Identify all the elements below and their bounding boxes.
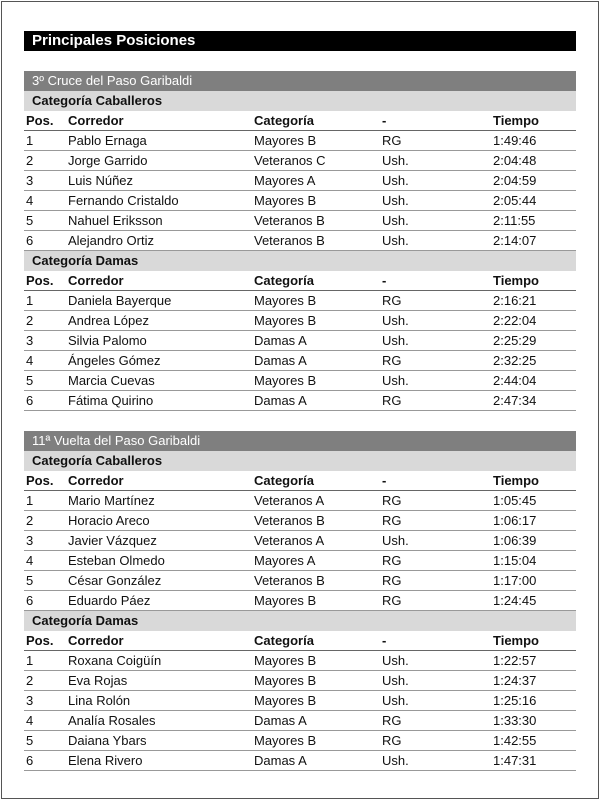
table-row [24,731,576,751]
cell-runner: Ángeles Gómez [68,353,161,368]
cell-time: 1:42:55 [493,733,537,748]
cell-time: 1:33:30 [493,713,537,728]
cell-category: Veteranos A [254,493,325,508]
col-pos-header: Pos. [26,473,54,488]
cell-category: Veteranos B [254,513,325,528]
cell-club: RG [382,133,402,148]
cell-runner: Roxana Coigüín [68,653,162,668]
cell-club: RG [382,353,402,368]
cell-runner: Marcia Cuevas [68,373,155,388]
cell-time: 2:25:29 [493,333,537,348]
cell-club: Ush. [382,753,409,768]
cell-pos: 4 [26,553,34,568]
col-club-header: - [382,273,387,288]
col-runner-header: Corredor [68,273,124,288]
table-header [24,471,576,491]
table-row [24,331,576,351]
col-category-header: Categoría [254,113,314,128]
col-category-header: Categoría [254,273,314,288]
cell-runner: Javier Vázquez [68,533,157,548]
cell-category: Veteranos B [254,573,325,588]
table-row [24,711,576,731]
cell-pos: 3 [26,333,34,348]
cell-runner: Daniela Bayerque [68,293,172,308]
table-row [24,211,576,231]
table-row [24,691,576,711]
cell-runner: Alejandro Ortiz [68,233,154,248]
cell-category: Veteranos A [254,533,325,548]
table-row [24,671,576,691]
category-title: Categoría Damas [24,251,576,271]
cell-club: Ush. [382,333,409,348]
cell-club: RG [382,733,402,748]
cell-runner: Luis Núñez [68,173,134,188]
cell-time: 1:49:46 [493,133,537,148]
table-row [24,131,576,151]
cell-category: Mayores A [254,553,316,568]
cell-category: Mayores B [254,673,317,688]
col-club-header: - [382,473,387,488]
cell-pos: 6 [26,233,34,248]
cell-club: RG [382,393,402,408]
cell-time: 2:04:59 [493,173,537,188]
cell-category: Mayores B [254,593,317,608]
cell-category: Mayores B [254,293,317,308]
cell-time: 1:15:04 [493,553,537,568]
table-row [24,651,576,671]
cell-runner: César González [68,573,162,588]
cell-runner: Elena Rivero [68,753,143,768]
cell-time: 1:06:39 [493,533,537,548]
cell-club: RG [382,553,402,568]
cell-time: 2:47:34 [493,393,537,408]
cell-time: 1:22:57 [493,653,537,668]
cell-pos: 4 [26,353,34,368]
cell-time: 1:05:45 [493,493,537,508]
cell-club: Ush. [382,233,409,248]
cell-club: RG [382,593,402,608]
cell-pos: 5 [26,733,34,748]
col-runner-header: Corredor [68,113,124,128]
cell-pos: 3 [26,693,34,708]
cell-time: 2:14:07 [493,233,537,248]
col-time-header: Tiempo [493,473,539,488]
table-row [24,551,576,571]
cell-pos: 6 [26,393,34,408]
cell-runner: Analía Rosales [68,713,156,728]
category-title: Categoría Caballeros [24,91,576,111]
table-row [24,231,576,251]
table-row [24,291,576,311]
cell-runner: Nahuel Eriksson [68,213,163,228]
cell-category: Mayores B [254,733,317,748]
cell-runner: Mario Martínez [68,493,155,508]
table-row [24,511,576,531]
category-title: Categoría Caballeros [24,451,576,471]
table-row [24,171,576,191]
cell-time: 1:24:37 [493,673,537,688]
cell-pos: 4 [26,193,34,208]
event-section [24,431,576,771]
col-pos-header: Pos. [26,633,54,648]
cell-pos: 1 [26,293,34,308]
cell-pos: 4 [26,713,34,728]
cell-category: Damas A [254,713,307,728]
cell-pos: 1 [26,493,34,508]
cell-category: Damas A [254,393,307,408]
cell-runner: Esteban Olmedo [68,553,165,568]
col-time-header: Tiempo [493,633,539,648]
cell-category: Damas A [254,353,307,368]
cell-pos: 6 [26,593,34,608]
cell-club: Ush. [382,653,409,668]
table-row [24,751,576,771]
col-pos-header: Pos. [26,273,54,288]
event-title: 11ª Vuelta del Paso Garibaldi [24,431,576,451]
cell-club: RG [382,713,402,728]
cell-category: Veteranos B [254,213,325,228]
cell-time: 2:11:55 [493,213,536,228]
col-runner-header: Corredor [68,633,124,648]
col-runner-header: Corredor [68,473,124,488]
cell-club: Ush. [382,693,409,708]
col-category-header: Categoría [254,633,314,648]
cell-pos: 1 [26,133,34,148]
cell-time: 2:05:44 [493,193,537,208]
cell-club: Ush. [382,173,409,188]
cell-pos: 2 [26,153,34,168]
cell-club: Ush. [382,533,409,548]
cell-pos: 3 [26,533,34,548]
col-club-header: - [382,633,387,648]
event-title: 3º Cruce del Paso Garibaldi [24,71,576,91]
cell-club: Ush. [382,193,409,208]
cell-time: 2:04:48 [493,153,537,168]
table-row [24,311,576,331]
cell-category: Mayores B [254,133,317,148]
cell-time: 2:32:25 [493,353,537,368]
table-row [24,391,576,411]
cell-runner: Andrea López [68,313,149,328]
category-title: Categoría Damas [24,611,576,631]
cell-runner: Jorge Garrido [68,153,148,168]
col-club-header: - [382,113,387,128]
cell-pos: 1 [26,653,34,668]
cell-runner: Fátima Quirino [68,393,154,408]
cell-category: Mayores B [254,313,317,328]
cell-category: Veteranos B [254,233,325,248]
col-category-header: Categoría [254,473,314,488]
page-title: Principales Posiciones [24,31,576,51]
cell-category: Mayores B [254,193,317,208]
cell-club: Ush. [382,673,409,688]
cell-category: Damas A [254,753,307,768]
cell-category: Mayores A [254,173,316,188]
table-row [24,351,576,371]
cell-time: 1:25:16 [493,693,537,708]
cell-club: RG [382,293,402,308]
event-section [24,71,576,411]
cell-time: 1:06:17 [493,513,537,528]
table-row [24,531,576,551]
cell-category: Mayores B [254,373,317,388]
cell-runner: Horacio Areco [68,513,150,528]
cell-club: RG [382,513,402,528]
cell-time: 1:24:45 [493,593,537,608]
cell-pos: 2 [26,513,34,528]
cell-pos: 3 [26,173,34,188]
col-pos-header: Pos. [26,113,54,128]
cell-runner: Pablo Ernaga [68,133,147,148]
cell-pos: 2 [26,313,34,328]
cell-pos: 5 [26,213,34,228]
table-row [24,591,576,611]
table-header [24,631,576,651]
cell-pos: 5 [26,573,34,588]
cell-category: Damas A [254,333,307,348]
col-time-header: Tiempo [493,113,539,128]
cell-time: 2:22:04 [493,313,537,328]
cell-club: Ush. [382,213,409,228]
cell-category: Mayores B [254,653,317,668]
table-row [24,571,576,591]
cell-time: 1:17:00 [493,573,537,588]
table-row [24,191,576,211]
cell-runner: Eva Rojas [68,673,128,688]
cell-runner: Daiana Ybars [68,733,147,748]
table-row [24,151,576,171]
table-row [24,371,576,391]
table-header [24,111,576,131]
table-row [24,491,576,511]
cell-runner: Fernando Cristaldo [68,193,179,208]
cell-pos: 5 [26,373,34,388]
cell-category: Veteranos C [254,153,326,168]
cell-club: Ush. [382,373,409,388]
table-header [24,271,576,291]
cell-runner: Eduardo Páez [68,593,151,608]
cell-time: 2:44:04 [493,373,537,388]
col-time-header: Tiempo [493,273,539,288]
cell-time: 2:16:21 [493,293,537,308]
cell-club: RG [382,493,402,508]
cell-time: 1:47:31 [493,753,537,768]
cell-club: Ush. [382,153,409,168]
cell-club: Ush. [382,313,409,328]
cell-runner: Silvia Palomo [68,333,147,348]
cell-category: Mayores B [254,693,317,708]
cell-club: RG [382,573,402,588]
cell-pos: 6 [26,753,34,768]
cell-runner: Lina Rolón [68,693,131,708]
cell-pos: 2 [26,673,34,688]
